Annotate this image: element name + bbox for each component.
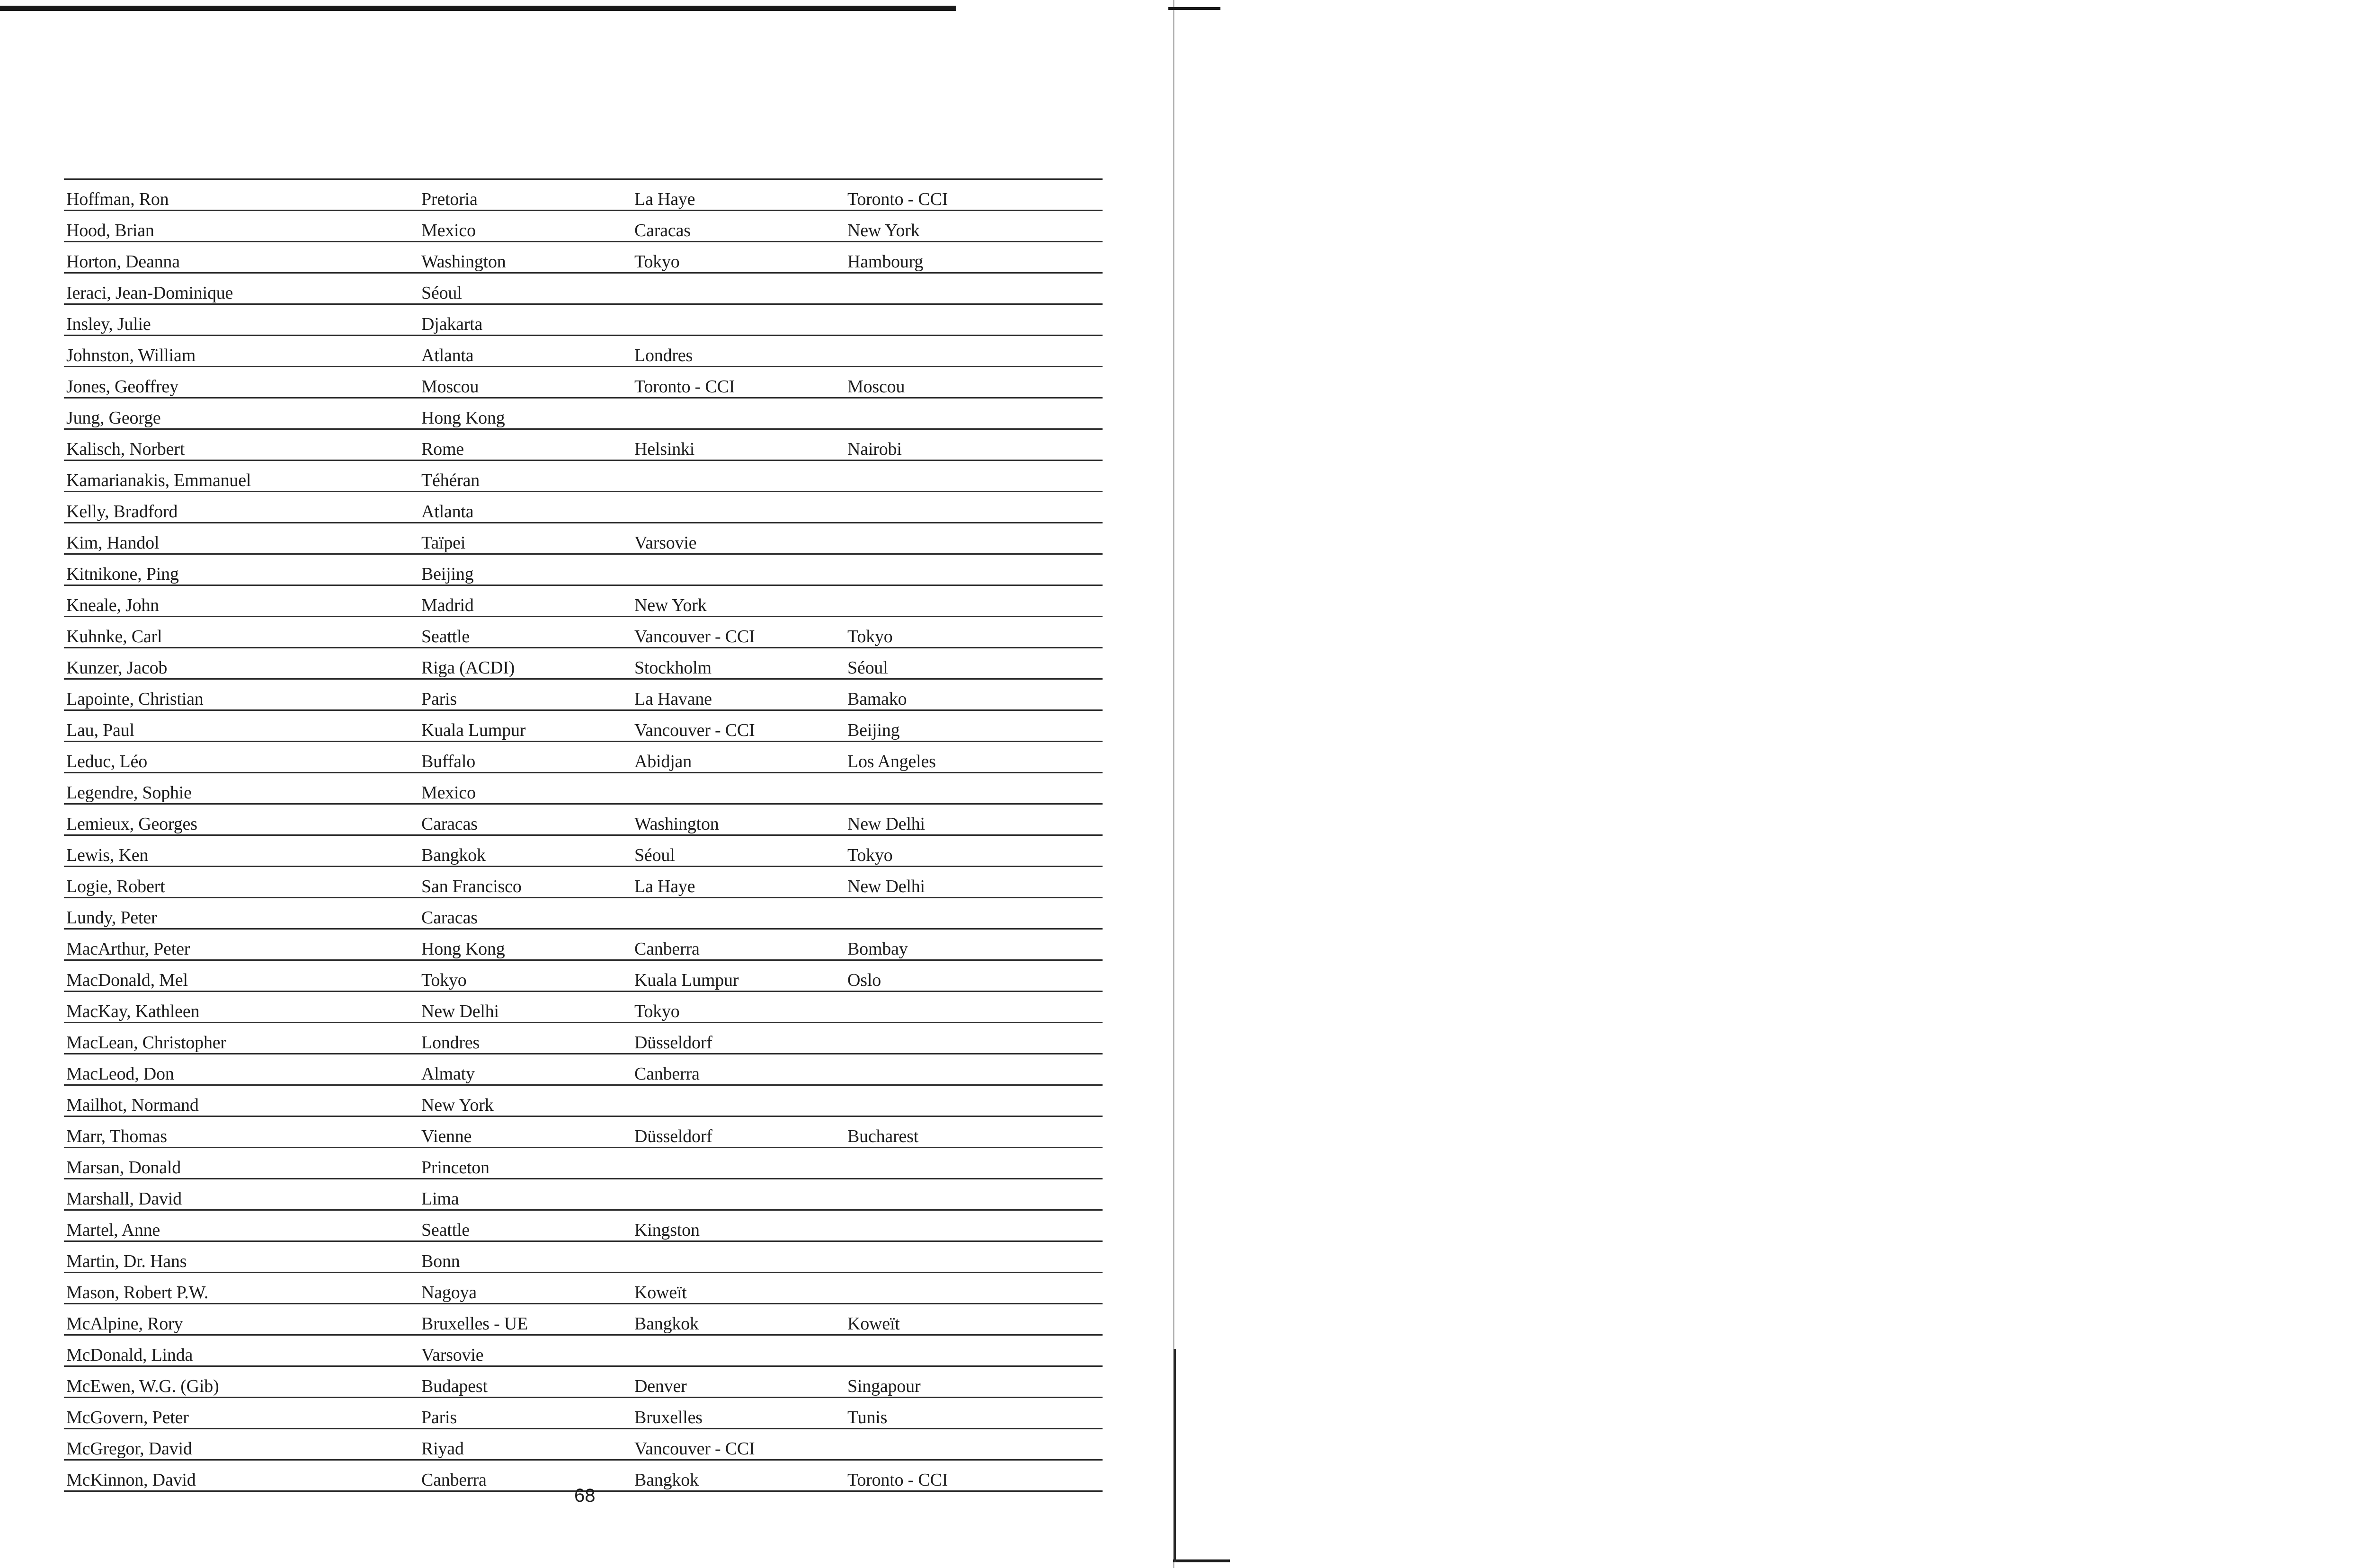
posting-city-cell: Bangkok: [634, 1470, 699, 1490]
posting-city-cell: Almaty: [421, 1064, 475, 1084]
posting-city-cell: Toronto - CCI: [634, 377, 735, 397]
posting-city-cell: Varsovie: [634, 533, 697, 553]
person-name-cell: Hood, Brian: [66, 221, 154, 240]
posting-city-cell: Singapour: [847, 1376, 921, 1396]
posting-city-cell: Djakarta: [421, 314, 483, 334]
table-row: [64, 773, 1103, 805]
page-right: [1174, 0, 2367, 1568]
table-row: [64, 867, 1103, 898]
table-row: [64, 180, 1103, 211]
table-row: [64, 836, 1103, 867]
posting-city-cell: Denver: [634, 1376, 687, 1396]
posting-city-cell: Mexico: [421, 221, 476, 240]
posting-city-cell: Madrid: [421, 595, 474, 615]
person-name-cell: McDonald, Linda: [66, 1345, 193, 1365]
person-name-cell: MacDonald, Mel: [66, 970, 188, 990]
person-name-cell: Mason, Robert P.W.: [66, 1283, 209, 1302]
posting-city-cell: Caracas: [634, 221, 691, 240]
posting-city-cell: Canberra: [634, 1064, 700, 1084]
person-name-cell: McGovern, Peter: [66, 1408, 189, 1427]
person-name-cell: Logie, Robert: [66, 877, 165, 896]
person-name-cell: Marsan, Donald: [66, 1158, 181, 1178]
table-row: [64, 1117, 1103, 1148]
person-name-cell: McGregor, David: [66, 1439, 192, 1459]
posting-city-cell: Tokyo: [847, 845, 893, 865]
person-name-cell: MacLean, Christopher: [66, 1033, 226, 1053]
posting-city-cell: Oslo: [847, 970, 881, 990]
posting-city-cell: Toronto - CCI: [847, 189, 948, 209]
posting-city-cell: Düsseldorf: [634, 1126, 712, 1146]
table-row: [64, 1336, 1103, 1367]
person-name-cell: Martin, Dr. Hans: [66, 1251, 187, 1271]
posting-city-cell: Varsovie: [421, 1345, 484, 1365]
table-row: [64, 242, 1103, 274]
table-row: [64, 1242, 1103, 1273]
posting-city-cell: Vancouver - CCI: [634, 1439, 755, 1459]
posting-city-cell: Londres: [421, 1033, 480, 1053]
posting-city-cell: La Haye: [634, 877, 695, 896]
table-row: [64, 1429, 1103, 1461]
posting-city-cell: La Havane: [634, 689, 712, 709]
table-row: [64, 898, 1103, 930]
posting-city-cell: Buffalo: [421, 752, 475, 771]
posting-city-cell: Kuala Lumpur: [634, 970, 739, 990]
person-name-cell: Insley, Julie: [66, 314, 151, 334]
posting-city-cell: Canberra: [421, 1470, 487, 1490]
person-name-cell: Martel, Anne: [66, 1220, 160, 1240]
posting-city-cell: Taïpei: [421, 533, 466, 553]
table-row: [64, 399, 1103, 430]
posting-city-cell: Seattle: [421, 627, 470, 647]
posting-city-cell: Kuala Lumpur: [421, 720, 526, 740]
posting-city-cell: Caracas: [421, 814, 478, 834]
posting-city-cell: Atlanta: [421, 502, 474, 522]
person-name-cell: Horton, Deanna: [66, 252, 180, 272]
table-row: [64, 930, 1103, 961]
table-row: [64, 992, 1103, 1023]
posting-city-cell: Toronto - CCI: [847, 1470, 948, 1490]
posting-city-cell: Tokyo: [847, 627, 893, 647]
posting-city-cell: New Delhi: [847, 877, 925, 896]
posting-city-cell: Seattle: [421, 1220, 470, 1240]
posting-city-cell: Bucharest: [847, 1126, 919, 1146]
page-left: [0, 0, 1174, 1568]
posting-city-cell: Bamako: [847, 689, 907, 709]
posting-city-cell: Londres: [634, 345, 693, 365]
person-name-cell: MacKay, Kathleen: [66, 1001, 200, 1021]
table-row: [64, 1304, 1103, 1336]
posting-city-cell: Hong Kong: [421, 408, 505, 428]
table-row: [64, 1023, 1103, 1054]
table-row: [64, 523, 1103, 555]
table-row: [64, 742, 1103, 773]
person-name-cell: Kitnikone, Ping: [66, 564, 179, 584]
posting-city-cell: Washington: [421, 252, 506, 272]
table-row: [64, 305, 1103, 336]
table-row: [64, 805, 1103, 836]
posting-city-cell: Atlanta: [421, 345, 474, 365]
posting-city-cell: Stockholm: [634, 658, 712, 678]
table-row: [64, 367, 1103, 399]
posting-city-cell: Tokyo: [421, 970, 467, 990]
posting-city-cell: Tokyo: [634, 1001, 680, 1021]
posting-city-cell: Moscou: [847, 377, 905, 397]
person-name-cell: Kamarianakis, Emmanuel: [66, 470, 251, 490]
posting-city-cell: Riyad: [421, 1439, 464, 1459]
person-name-cell: Kneale, John: [66, 595, 159, 615]
posting-city-cell: Beijing: [847, 720, 900, 740]
posting-city-cell: Mexico: [421, 783, 476, 803]
person-name-cell: Marr, Thomas: [66, 1126, 167, 1146]
posting-city-cell: Riga (ACDI): [421, 658, 515, 678]
person-name-cell: McEwen, W.G. (Gib): [66, 1376, 219, 1396]
posting-city-cell: Caracas: [421, 908, 478, 928]
person-name-cell: Jones, Geoffrey: [66, 377, 178, 397]
posting-city-cell: Vancouver - CCI: [634, 627, 755, 647]
posting-city-cell: Abidjan: [634, 752, 692, 771]
posting-city-cell: Nairobi: [847, 439, 902, 459]
posting-city-cell: Vienne: [421, 1126, 472, 1146]
table-row: [64, 1367, 1103, 1398]
person-name-cell: Johnston, William: [66, 345, 196, 365]
table-row: [64, 1179, 1103, 1211]
person-name-cell: Lemieux, Georges: [66, 814, 197, 834]
person-name-cell: MacLeod, Don: [66, 1064, 174, 1084]
posting-city-cell: Bonn: [421, 1251, 460, 1271]
person-name-cell: Lundy, Peter: [66, 908, 157, 928]
table-row: [64, 1273, 1103, 1304]
person-name-cell: Kunzer, Jacob: [66, 658, 168, 678]
posting-city-cell: Séoul: [847, 658, 888, 678]
posting-city-cell: Bruxelles - UE: [421, 1314, 528, 1334]
posting-city-cell: New York: [421, 1095, 494, 1115]
posting-city-cell: Hambourg: [847, 252, 924, 272]
posting-city-cell: Canberra: [634, 939, 700, 959]
person-name-cell: McAlpine, Rory: [66, 1314, 183, 1334]
table-row: [64, 1398, 1103, 1429]
posting-city-cell: New Delhi: [847, 814, 925, 834]
person-name-cell: Leduc, Léo: [66, 752, 148, 771]
table-row: [64, 492, 1103, 523]
posting-city-cell: Beijing: [421, 564, 474, 584]
posting-city-cell: Princeton: [421, 1158, 489, 1178]
posting-city-cell: Moscou: [421, 377, 479, 397]
posting-city-cell: Budapest: [421, 1376, 488, 1396]
table-row: [64, 1148, 1103, 1179]
posting-city-cell: Paris: [421, 1408, 457, 1427]
table-row: [64, 461, 1103, 492]
person-name-cell: Legendre, Sophie: [66, 783, 192, 803]
person-name-cell: Mailhot, Normand: [66, 1095, 199, 1115]
posting-city-cell: San Francisco: [421, 877, 522, 896]
table-row: [64, 617, 1103, 648]
posting-city-cell: Bruxelles: [634, 1408, 703, 1427]
person-name-cell: Ieraci, Jean-Dominique: [66, 283, 233, 303]
posting-city-cell: Bangkok: [421, 845, 486, 865]
posting-city-cell: Rome: [421, 439, 464, 459]
table-row: [64, 680, 1103, 711]
table-row: [64, 274, 1103, 305]
table-row: [64, 961, 1103, 992]
page-number: 68: [574, 1485, 596, 1506]
posting-city-cell: Téhéran: [421, 470, 480, 490]
posting-city-cell: New Delhi: [421, 1001, 499, 1021]
table-row: [64, 1211, 1103, 1242]
table-row: [64, 430, 1103, 461]
person-name-cell: McKinnon, David: [66, 1470, 196, 1490]
posting-city-cell: Bangkok: [634, 1314, 699, 1334]
table-row: [64, 336, 1103, 367]
table-row: [64, 211, 1103, 242]
person-name-cell: Hoffman, Ron: [66, 189, 169, 209]
posting-city-cell: Helsinki: [634, 439, 695, 459]
posting-city-cell: New York: [847, 221, 920, 240]
posting-city-cell: Koweït: [847, 1314, 900, 1334]
person-name-cell: Jung, George: [66, 408, 161, 428]
directory-table: [64, 178, 1103, 1492]
person-name-cell: Lau, Paul: [66, 720, 134, 740]
table-row: [64, 555, 1103, 586]
table-row: [64, 1054, 1103, 1086]
person-name-cell: MacArthur, Peter: [66, 939, 190, 959]
posting-city-cell: Düsseldorf: [634, 1033, 712, 1053]
posting-city-cell: Hong Kong: [421, 939, 505, 959]
posting-city-cell: Séoul: [634, 845, 675, 865]
person-name-cell: Kelly, Bradford: [66, 502, 178, 522]
person-name-cell: Kim, Handol: [66, 533, 160, 553]
person-name-cell: Marshall, David: [66, 1189, 182, 1209]
posting-city-cell: Vancouver - CCI: [634, 720, 755, 740]
person-name-cell: Lapointe, Christian: [66, 689, 204, 709]
posting-city-cell: Tokyo: [634, 252, 680, 272]
posting-city-cell: Nagoya: [421, 1283, 477, 1302]
posting-city-cell: Lima: [421, 1189, 459, 1209]
person-name-cell: Kalisch, Norbert: [66, 439, 185, 459]
posting-city-cell: Tunis: [847, 1408, 888, 1427]
posting-city-cell: Kingston: [634, 1220, 700, 1240]
posting-city-cell: Washington: [634, 814, 719, 834]
table-row: [64, 648, 1103, 680]
posting-city-cell: Bombay: [847, 939, 908, 959]
table-row: [64, 711, 1103, 742]
posting-city-cell: Pretoria: [421, 189, 478, 209]
posting-city-cell: New York: [634, 595, 707, 615]
table-row: [64, 586, 1103, 617]
posting-city-cell: Paris: [421, 689, 457, 709]
posting-city-cell: La Haye: [634, 189, 695, 209]
person-name-cell: Lewis, Ken: [66, 845, 149, 865]
table-row: [64, 1086, 1103, 1117]
posting-city-cell: Los Angeles: [847, 752, 936, 771]
person-name-cell: Kuhnke, Carl: [66, 627, 162, 647]
posting-city-cell: Koweït: [634, 1283, 687, 1302]
posting-city-cell: Séoul: [421, 283, 462, 303]
